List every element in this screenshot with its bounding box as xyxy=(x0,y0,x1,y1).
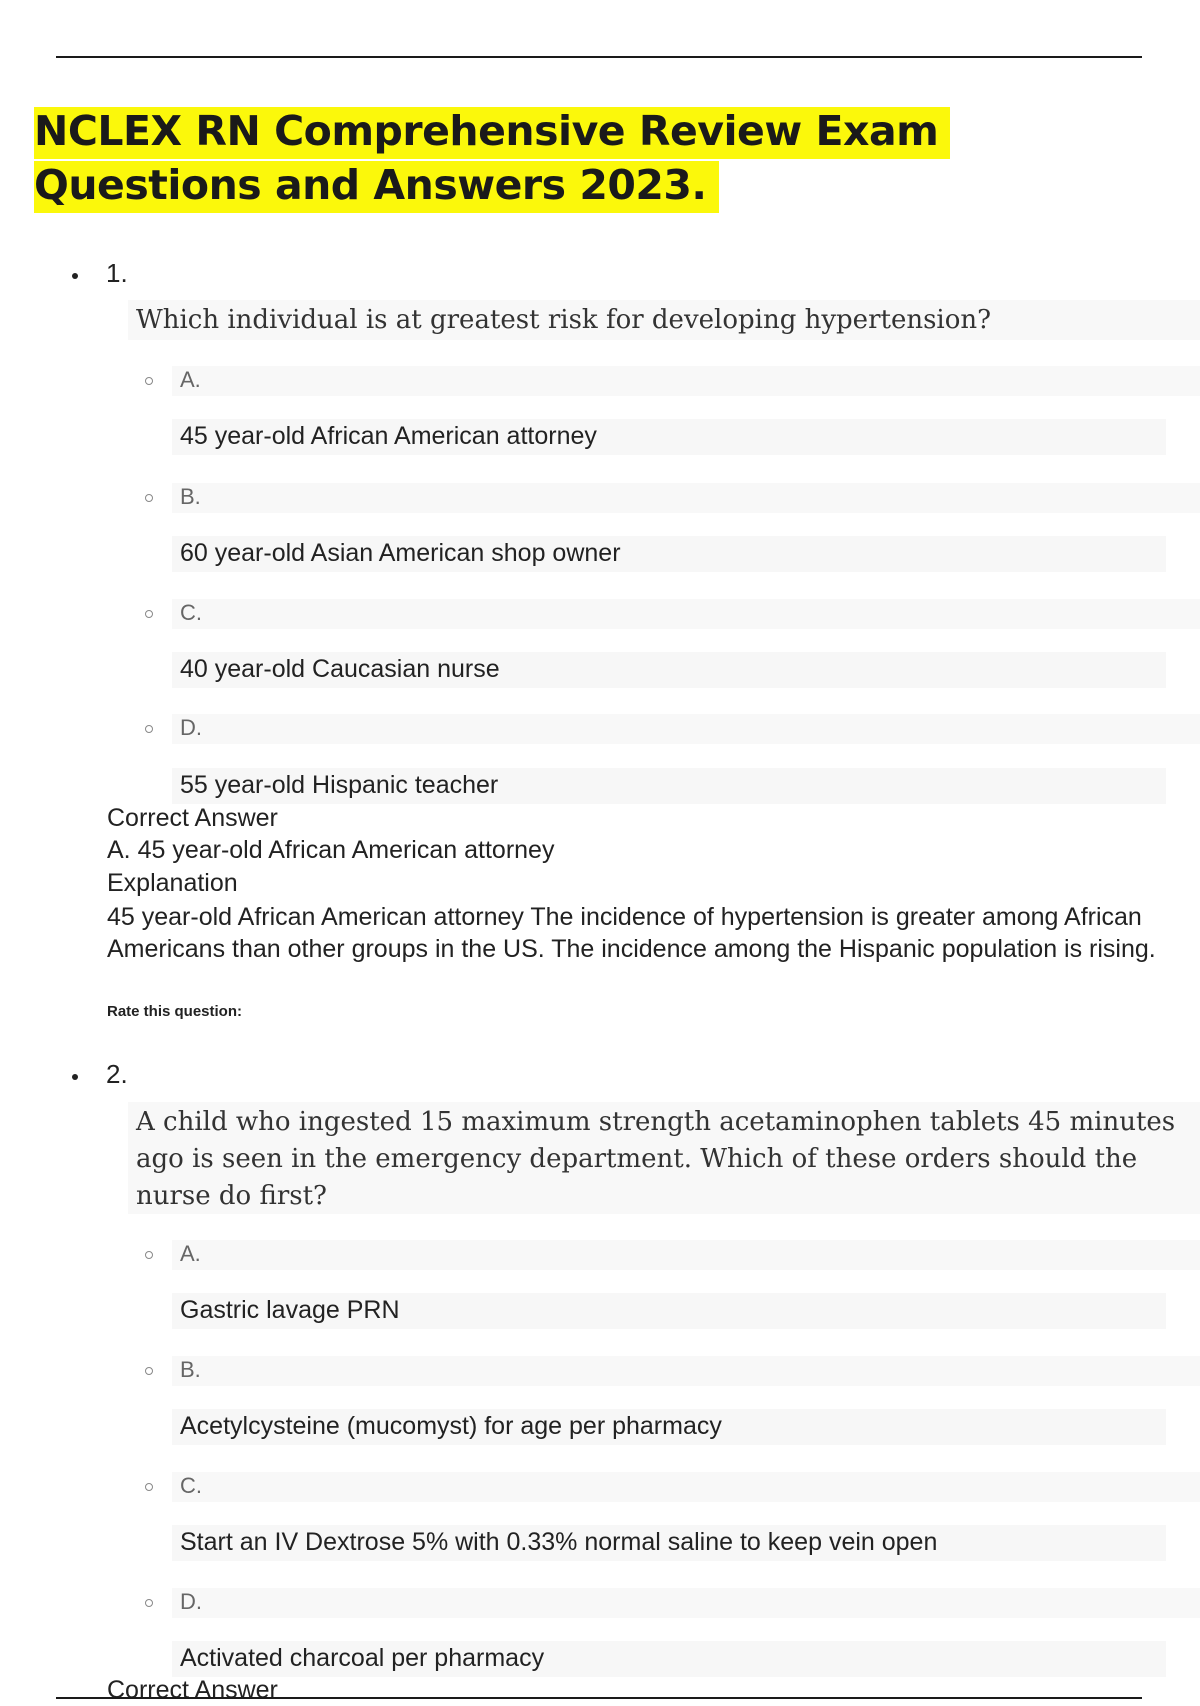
option-letter: B. xyxy=(180,484,201,509)
option-text[interactable]: 45 year-old African American attorney xyxy=(180,422,597,450)
question-number: 2. xyxy=(106,1059,128,1089)
option-letter: B. xyxy=(180,1357,201,1382)
option-circle-icon xyxy=(145,1599,153,1607)
question-text: Which individual is at greatest risk for developing hypertension? xyxy=(136,305,992,335)
question-text: A child who ingested 15 maximum strength acetaminophen tablets 45 minutes ago is seen in the emergency department. Which of these orders should the nurse do first? xyxy=(136,1107,1176,1211)
option-text[interactable]: Gastric lavage PRN xyxy=(180,1296,400,1324)
option-text[interactable]: Start an IV Dextrose 5% with 0.33% normal saline to keep vein open xyxy=(180,1528,938,1556)
top-rule xyxy=(56,56,1142,58)
option-circle-icon xyxy=(145,1483,153,1491)
option-text[interactable]: 40 year-old Caucasian nurse xyxy=(180,655,500,683)
option-letter: A. xyxy=(180,1241,201,1266)
bullet-icon xyxy=(72,273,78,279)
rate-question-label: Rate this question: xyxy=(107,1003,243,1020)
option-circle-icon xyxy=(145,1251,153,1259)
question-number: 1. xyxy=(106,258,128,288)
bullet-icon xyxy=(72,1074,78,1080)
option-text[interactable]: 60 year-old Asian American shop owner xyxy=(180,539,621,567)
bottom-rule xyxy=(56,1697,1142,1699)
page-title: NCLEX RN Comprehensive Review Exam Questions and Answers 2023. xyxy=(34,104,1134,212)
option-letter: A. xyxy=(180,367,201,392)
option-circle-icon xyxy=(145,494,153,502)
option-circle-icon xyxy=(145,377,153,385)
option-text[interactable]: 55 year-old Hispanic teacher xyxy=(180,771,499,799)
option-circle-icon xyxy=(145,610,153,618)
correct-answer-label: Correct Answer xyxy=(107,1676,278,1704)
option-letter: D. xyxy=(180,715,202,740)
explanation-label: Explanation xyxy=(107,869,238,897)
option-circle-icon xyxy=(145,1367,153,1375)
option-text[interactable]: Activated charcoal per pharmacy xyxy=(180,1644,545,1672)
option-text[interactable]: Acetylcysteine (mucomyst) for age per pharmacy xyxy=(180,1412,722,1440)
option-letter: D. xyxy=(180,1589,202,1614)
correct-answer-label: Correct Answer xyxy=(107,804,278,832)
option-letter: C. xyxy=(180,600,202,625)
option-circle-icon xyxy=(145,725,153,733)
option-letter: C. xyxy=(180,1473,202,1498)
explanation-text: 45 year-old African American attorney The incidence of hypertension is greater among African Americans than other groups in the US. The incidence among the Hispanic population is rising. xyxy=(107,903,1156,963)
correct-answer-text: A. 45 year-old African American attorney xyxy=(107,836,555,864)
